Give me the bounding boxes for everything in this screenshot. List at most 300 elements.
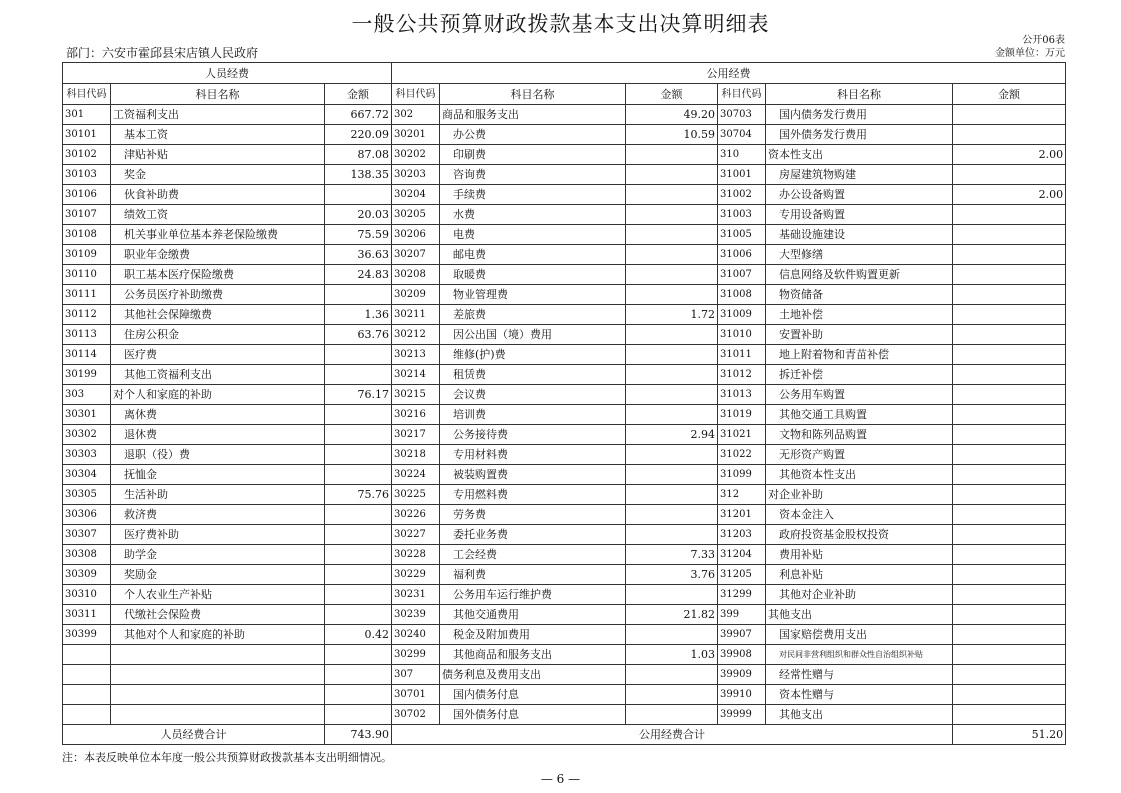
- subject-name-cell: 工资福利支出: [111, 105, 325, 125]
- subject-code-cell: 30303: [63, 445, 111, 465]
- subject-code-cell: 307: [392, 665, 440, 685]
- form-number: 公开06表: [1022, 35, 1065, 46]
- subject-name-cell: 资本性赠与: [766, 685, 953, 705]
- subject-code-cell: 30110: [63, 265, 111, 285]
- subject-code-cell: 30108: [63, 225, 111, 245]
- table-row: [63, 385, 1066, 405]
- table-row: [63, 445, 1066, 465]
- amount-cell: [626, 145, 718, 165]
- subject-code-cell: 30217: [392, 425, 440, 445]
- amount-cell: [953, 305, 1066, 325]
- header-amount: 金额: [626, 84, 718, 105]
- amount-cell: [953, 465, 1066, 485]
- table-row: [63, 285, 1066, 305]
- table-row: [63, 665, 1066, 685]
- subject-name-cell: 职工基本医疗保险缴费: [111, 265, 325, 285]
- subject-name-cell: 债务利息及费用支出: [440, 665, 626, 685]
- amount-cell: [626, 465, 718, 485]
- subject-code-cell: 30305: [63, 485, 111, 505]
- subject-code-cell: 30204: [392, 185, 440, 205]
- subject-name-cell: 土地补偿: [766, 305, 953, 325]
- subject-code-cell: 30306: [63, 505, 111, 525]
- table-row: [63, 185, 1066, 205]
- subject-code-cell: 31099: [718, 465, 766, 485]
- subject-name-cell: 办公费: [440, 125, 626, 145]
- amount-cell: [953, 525, 1066, 545]
- amount-cell: [626, 405, 718, 425]
- table-row: [63, 225, 1066, 245]
- amount-cell: [325, 405, 392, 425]
- subject-code-cell: 30225: [392, 485, 440, 505]
- subject-name-cell: 退职（役）费: [111, 445, 325, 465]
- section-header-row: [63, 63, 1066, 84]
- subject-code-cell: 31003: [718, 205, 766, 225]
- amount-cell: [953, 265, 1066, 285]
- subject-name-cell: 对民间非营利组织和群众性自治组织补贴: [766, 645, 953, 665]
- public-total-label: 公用经费合计: [392, 725, 953, 745]
- subject-code-cell: 30309: [63, 565, 111, 585]
- subject-code-cell: 30106: [63, 185, 111, 205]
- amount-cell: 667.72: [325, 105, 392, 125]
- table-row: [63, 465, 1066, 485]
- page-number: — 6 —: [540, 772, 581, 786]
- subject-name-cell: 职业年金缴费: [111, 245, 325, 265]
- subject-code-cell: 303: [63, 385, 111, 405]
- subject-name-cell: 抚恤金: [111, 465, 325, 485]
- subject-name-cell: 国家赔偿费用支出: [766, 625, 953, 645]
- subject-code-cell: 30205: [392, 205, 440, 225]
- table-row: [63, 565, 1066, 585]
- amount-cell: [953, 585, 1066, 605]
- amount-cell: [626, 665, 718, 685]
- amount-cell: [626, 165, 718, 185]
- table-row: [63, 685, 1066, 705]
- totals-row: [63, 725, 1066, 745]
- subject-code-cell: 30299: [392, 645, 440, 665]
- subject-name-cell: 资本性支出: [766, 145, 953, 165]
- subject-name-cell: 地上附着物和青苗补偿: [766, 345, 953, 365]
- table-row: [63, 245, 1066, 265]
- amount-cell: [325, 585, 392, 605]
- subject-name-cell: 电费: [440, 225, 626, 245]
- table-row: [63, 365, 1066, 385]
- amount-cell: [953, 445, 1066, 465]
- subject-name-cell: 资本金注入: [766, 505, 953, 525]
- table-row: [63, 305, 1066, 325]
- amount-cell: [953, 365, 1066, 385]
- subject-name-cell: 其他对个人和家庭的补助: [111, 625, 325, 645]
- subject-name-cell: 基本工资: [111, 125, 325, 145]
- subject-code-cell: 30102: [63, 145, 111, 165]
- subject-code-cell: 31022: [718, 445, 766, 465]
- amount-cell: 2.94: [626, 425, 718, 445]
- subject-name-cell: 退休费: [111, 425, 325, 445]
- subject-code-cell: 39909: [718, 665, 766, 685]
- subject-code-cell: 31013: [718, 385, 766, 405]
- subject-name-cell: 房屋建筑物购建: [766, 165, 953, 185]
- table-row: [63, 485, 1066, 505]
- subject-code-cell: 30203: [392, 165, 440, 185]
- subject-code-cell: 39999: [718, 705, 766, 725]
- subject-name-cell: 邮电费: [440, 245, 626, 265]
- amount-cell: 1.72: [626, 305, 718, 325]
- subject-name-cell: 专用设备购置: [766, 205, 953, 225]
- subject-name-cell: 咨询费: [440, 165, 626, 185]
- subject-name-cell: 其他资本性支出: [766, 465, 953, 485]
- subject-code-cell: 31009: [718, 305, 766, 325]
- amount-cell: [953, 105, 1066, 125]
- subject-code-cell: 30101: [63, 125, 111, 145]
- subject-name-cell: 无形资产购置: [766, 445, 953, 465]
- amount-cell: 75.76: [325, 485, 392, 505]
- subject-name-cell: 救济费: [111, 505, 325, 525]
- amount-cell: [325, 365, 392, 385]
- amount-cell: [953, 485, 1066, 505]
- table-row: [63, 205, 1066, 225]
- subject-name-cell: 住房公积金: [111, 325, 325, 345]
- amount-cell: [953, 405, 1066, 425]
- subject-code-cell: 31006: [718, 245, 766, 265]
- amount-cell: [626, 265, 718, 285]
- subject-code-cell: 31204: [718, 545, 766, 565]
- subject-code-cell: 31021: [718, 425, 766, 445]
- subject-code-cell: [63, 665, 111, 685]
- subject-name-cell: 工会经费: [440, 545, 626, 565]
- subject-name-cell: 专用材料费: [440, 445, 626, 465]
- subject-code-cell: 30111: [63, 285, 111, 305]
- amount-cell: 2.00: [953, 145, 1066, 165]
- subject-name-cell: 其他支出: [766, 705, 953, 725]
- subject-code-cell: 31002: [718, 185, 766, 205]
- subject-code-cell: 30213: [392, 345, 440, 365]
- amount-cell: [953, 545, 1066, 565]
- subject-code-cell: 30224: [392, 465, 440, 485]
- subject-code-cell: [63, 645, 111, 665]
- subject-name-cell: 政府投资基金股权投资: [766, 525, 953, 545]
- subject-code-cell: 30704: [718, 125, 766, 145]
- subject-code-cell: 310: [718, 145, 766, 165]
- subject-name-cell: 助学金: [111, 545, 325, 565]
- subject-code-cell: 399: [718, 605, 766, 625]
- column-header-row: [63, 84, 1066, 105]
- subject-code-cell: 30209: [392, 285, 440, 305]
- amount-cell: [325, 505, 392, 525]
- subject-code-cell: 30399: [63, 625, 111, 645]
- subject-name-cell: 水费: [440, 205, 626, 225]
- header-code: 科目代码: [718, 84, 766, 105]
- table-row: [63, 105, 1066, 125]
- subject-name-cell: 国外债务发行费用: [766, 125, 953, 145]
- section-personnel: 人员经费: [63, 63, 392, 84]
- subject-name-cell: 被装购置费: [440, 465, 626, 485]
- amount-cell: 138.35: [325, 165, 392, 185]
- subject-name-cell: 奖金: [111, 165, 325, 185]
- amount-cell: [953, 285, 1066, 305]
- amount-cell: [325, 665, 392, 685]
- amount-cell: [626, 685, 718, 705]
- subject-name-cell: 利息补贴: [766, 565, 953, 585]
- amount-cell: 220.09: [325, 125, 392, 145]
- subject-code-cell: 302: [392, 105, 440, 125]
- subject-code-cell: 30308: [63, 545, 111, 565]
- subject-name-cell: 公务用车运行维护费: [440, 585, 626, 605]
- amount-cell: [325, 525, 392, 545]
- amount-cell: 20.03: [325, 205, 392, 225]
- amount-cell: 10.59: [626, 125, 718, 145]
- subject-name-cell: 医疗费: [111, 345, 325, 365]
- subject-code-cell: 31007: [718, 265, 766, 285]
- amount-cell: [626, 705, 718, 725]
- subject-code-cell: 30214: [392, 365, 440, 385]
- subject-name-cell: 维修(护)费: [440, 345, 626, 365]
- subject-name-cell: 安置补助: [766, 325, 953, 345]
- amount-cell: [953, 425, 1066, 445]
- subject-code-cell: 30228: [392, 545, 440, 565]
- subject-name-cell: 费用补贴: [766, 545, 953, 565]
- amount-cell: 49.20: [626, 105, 718, 125]
- amount-cell: [325, 645, 392, 665]
- amount-cell: [953, 205, 1066, 225]
- subject-name-cell: 其他交通工具购置: [766, 405, 953, 425]
- subject-code-cell: 30301: [63, 405, 111, 425]
- subject-code-cell: 312: [718, 485, 766, 505]
- amount-cell: [953, 605, 1066, 625]
- subject-code-cell: 301: [63, 105, 111, 125]
- table-row: [63, 145, 1066, 165]
- amount-cell: [626, 325, 718, 345]
- amount-cell: [953, 225, 1066, 245]
- subject-name-cell: 公务接待费: [440, 425, 626, 445]
- amount-cell: 36.63: [325, 245, 392, 265]
- table-row: [63, 545, 1066, 565]
- subject-code-cell: 30302: [63, 425, 111, 445]
- subject-code-cell: 31012: [718, 365, 766, 385]
- subject-code-cell: 31203: [718, 525, 766, 545]
- subject-name-cell: 伙食补助费: [111, 185, 325, 205]
- amount-cell: [626, 525, 718, 545]
- amount-cell: 21.82: [626, 605, 718, 625]
- subject-name-cell: 物业管理费: [440, 285, 626, 305]
- header-name: 科目名称: [766, 84, 953, 105]
- subject-code-cell: 31299: [718, 585, 766, 605]
- table-row: [63, 165, 1066, 185]
- amount-cell: [953, 645, 1066, 665]
- subject-name-cell: 对个人和家庭的补助: [111, 385, 325, 405]
- subject-code-cell: 31010: [718, 325, 766, 345]
- subject-name-cell: 其他交通费用: [440, 605, 626, 625]
- section-public: 公用经费: [392, 63, 1066, 84]
- header-code: 科目代码: [392, 84, 440, 105]
- amount-cell: 75.59: [325, 225, 392, 245]
- amount-cell: [325, 345, 392, 365]
- amount-cell: [953, 325, 1066, 345]
- subject-name-cell: 公务用车购置: [766, 385, 953, 405]
- subject-name-cell: 商品和服务支出: [440, 105, 626, 125]
- subject-code-cell: 30201: [392, 125, 440, 145]
- subject-name-cell: 离休费: [111, 405, 325, 425]
- amount-cell: [626, 205, 718, 225]
- subject-name-cell: [111, 705, 325, 725]
- subject-name-cell: 税金及附加费用: [440, 625, 626, 645]
- subject-code-cell: 30310: [63, 585, 111, 605]
- subject-code-cell: 31201: [718, 505, 766, 525]
- amount-cell: [325, 565, 392, 585]
- amount-cell: [626, 285, 718, 305]
- table-row: [63, 265, 1066, 285]
- subject-code-cell: 30311: [63, 605, 111, 625]
- amount-cell: [325, 705, 392, 725]
- amount-cell: [325, 285, 392, 305]
- subject-name-cell: 国外债务付息: [440, 705, 626, 725]
- subject-name-cell: 医疗费补助: [111, 525, 325, 545]
- amount-cell: [325, 425, 392, 445]
- amount-cell: [953, 625, 1066, 645]
- subject-code-cell: 30701: [392, 685, 440, 705]
- amount-cell: [626, 385, 718, 405]
- amount-cell: [626, 365, 718, 385]
- subject-code-cell: 30304: [63, 465, 111, 485]
- subject-name-cell: 其他对企业补助: [766, 585, 953, 605]
- subject-name-cell: 津贴补贴: [111, 145, 325, 165]
- subject-name-cell: [111, 665, 325, 685]
- amount-cell: 3.76: [626, 565, 718, 585]
- department-label: 部门：六安市霍邱县宋店镇人民政府: [66, 46, 259, 60]
- subject-code-cell: 39908: [718, 645, 766, 665]
- subject-name-cell: 印刷费: [440, 145, 626, 165]
- subject-code-cell: 30227: [392, 525, 440, 545]
- amount-cell: 1.03: [626, 645, 718, 665]
- subject-code-cell: 30307: [63, 525, 111, 545]
- subject-code-cell: 31205: [718, 565, 766, 585]
- amount-cell: [626, 245, 718, 265]
- header-amount: 金额: [325, 84, 392, 105]
- amount-cell: [325, 605, 392, 625]
- amount-cell: [626, 625, 718, 645]
- amount-cell: [626, 345, 718, 365]
- personnel-total-label: 人员经费合计: [63, 725, 325, 745]
- amount-unit: 金额单位：万元: [995, 48, 1065, 59]
- amount-cell: [953, 165, 1066, 185]
- subject-name-cell: 其他商品和服务支出: [440, 645, 626, 665]
- table-row: [63, 645, 1066, 665]
- subject-name-cell: 租赁费: [440, 365, 626, 385]
- subject-name-cell: 培训费: [440, 405, 626, 425]
- amount-cell: 1.36: [325, 305, 392, 325]
- personnel-total-value: 743.90: [325, 725, 392, 745]
- table-row: [63, 625, 1066, 645]
- amount-cell: [325, 445, 392, 465]
- amount-cell: [953, 385, 1066, 405]
- subject-name-cell: 个人农业生产补贴: [111, 585, 325, 605]
- subject-name-cell: 会议费: [440, 385, 626, 405]
- subject-code-cell: 30702: [392, 705, 440, 725]
- header-name: 科目名称: [440, 84, 626, 105]
- subject-code-cell: [63, 685, 111, 705]
- subject-name-cell: 因公出国（境）费用: [440, 325, 626, 345]
- subject-name-cell: 生活补助: [111, 485, 325, 505]
- amount-cell: [325, 185, 392, 205]
- subject-name-cell: [111, 645, 325, 665]
- subject-code-cell: 31008: [718, 285, 766, 305]
- subject-name-cell: 拆迁补偿: [766, 365, 953, 385]
- amount-cell: [626, 225, 718, 245]
- amount-cell: [953, 245, 1066, 265]
- subject-name-cell: 代缴社会保险费: [111, 605, 325, 625]
- table-row: [63, 125, 1066, 145]
- amount-cell: 87.08: [325, 145, 392, 165]
- subject-code-cell: 30226: [392, 505, 440, 525]
- subject-name-cell: 对企业补助: [766, 485, 953, 505]
- subject-name-cell: 大型修缮: [766, 245, 953, 265]
- subject-code-cell: 30107: [63, 205, 111, 225]
- subject-code-cell: 30109: [63, 245, 111, 265]
- subject-name-cell: 福利费: [440, 565, 626, 585]
- subject-code-cell: 30239: [392, 605, 440, 625]
- amount-cell: [953, 685, 1066, 705]
- amount-cell: 2.00: [953, 185, 1066, 205]
- subject-name-cell: 差旅费: [440, 305, 626, 325]
- subject-name-cell: 国内债务发行费用: [766, 105, 953, 125]
- amount-cell: [953, 705, 1066, 725]
- subject-code-cell: 31005: [718, 225, 766, 245]
- subject-code-cell: 30207: [392, 245, 440, 265]
- subject-name-cell: 信息网络及软件购置更新: [766, 265, 953, 285]
- subject-name-cell: 其他支出: [766, 605, 953, 625]
- public-total-value: 51.20: [953, 725, 1066, 745]
- amount-cell: [325, 465, 392, 485]
- subject-code-cell: 30114: [63, 345, 111, 365]
- subject-name-cell: 委托业务费: [440, 525, 626, 545]
- header-amount: 金额: [953, 84, 1066, 105]
- amount-cell: 0.42: [325, 625, 392, 645]
- amount-cell: [626, 485, 718, 505]
- subject-name-cell: 绩效工资: [111, 205, 325, 225]
- amount-cell: [953, 125, 1066, 145]
- table-row: [63, 705, 1066, 725]
- subject-name-cell: 其他社会保障缴费: [111, 305, 325, 325]
- subject-name-cell: 基础设施建设: [766, 225, 953, 245]
- subject-code-cell: [63, 705, 111, 725]
- subject-code-cell: 30208: [392, 265, 440, 285]
- table-row: [63, 325, 1066, 345]
- footnote: 注：本表反映单位本年度一般公共预算财政拨款基本支出明细情况。: [62, 751, 392, 764]
- amount-cell: [953, 665, 1066, 685]
- amount-cell: [325, 545, 392, 565]
- table-row: [63, 345, 1066, 365]
- table-row: [63, 585, 1066, 605]
- subject-code-cell: 30199: [63, 365, 111, 385]
- subject-name-cell: 手续费: [440, 185, 626, 205]
- subject-code-cell: 31019: [718, 405, 766, 425]
- subject-code-cell: 30206: [392, 225, 440, 245]
- header-code: 科目代码: [63, 84, 111, 105]
- subject-code-cell: 30113: [63, 325, 111, 345]
- amount-cell: 63.76: [325, 325, 392, 345]
- table-row: [63, 505, 1066, 525]
- subject-code-cell: 31001: [718, 165, 766, 185]
- subject-name-cell: 国内债务付息: [440, 685, 626, 705]
- subject-code-cell: 30112: [63, 305, 111, 325]
- table-row: [63, 425, 1066, 445]
- table-row: [63, 525, 1066, 545]
- amount-cell: [953, 505, 1066, 525]
- expenditure-table: [62, 62, 1066, 745]
- subject-code-cell: 30240: [392, 625, 440, 645]
- subject-name-cell: 文物和陈列品购置: [766, 425, 953, 445]
- subject-code-cell: 30703: [718, 105, 766, 125]
- subject-code-cell: 30211: [392, 305, 440, 325]
- subject-code-cell: 30231: [392, 585, 440, 605]
